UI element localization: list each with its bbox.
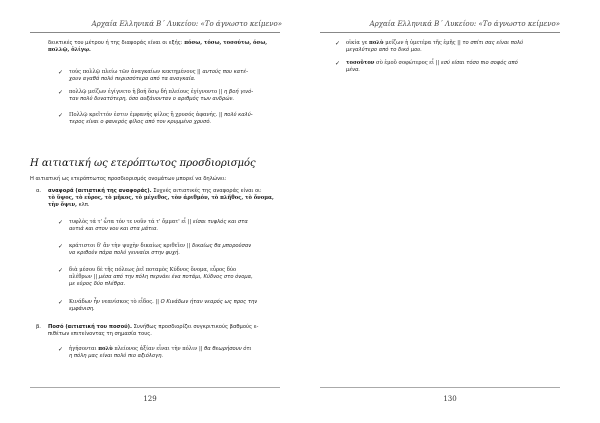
checkmark-icon: ✓ xyxy=(335,60,341,67)
header-rule xyxy=(30,32,280,33)
item-term: αναφορά (αιτιατική της αναφοράς). xyxy=(48,188,152,194)
example-3: Πολλῷ κρεῖττόν ἐστιν ἐμφανής φίλος ἤ χρυσός ἀφανής. || πολύ καλύ- τερος είναι ο φανερός φίλος από τον κρυμμένο χρυσό. xyxy=(69,112,253,126)
example-greek-bold: τοσοῦτον xyxy=(346,60,375,66)
section-heading: Η αιτιατική ως ετερόπτωτος προσδιορισμός xyxy=(30,158,256,169)
example-greek: διὰ μέσου δὲ τῆς πόλεως ῥεῖ ποταμὸς Κύδνος ὄνομα, εὖρος δύο xyxy=(69,267,237,273)
footer-rule xyxy=(30,387,280,388)
example-a3: διὰ μέσου δὲ τῆς πόλεως ῥεῖ ποταμὸς Κύδνος ὄνομα, εὖρος δύο πλέθρων || μέσα από την πόλη περνάει ένα ποτάμι, Κύδνος στο όνομα, με εύρος δύο πλέθρα. xyxy=(69,267,253,288)
intro-words: πόσω, τόσω, τοσούτω, όσω, xyxy=(184,40,268,46)
example-translation: αυτούς που κατέ- xyxy=(202,69,248,75)
item-a xyxy=(48,188,293,210)
separator: || xyxy=(197,69,201,75)
item-etc: κλπ. xyxy=(78,202,90,209)
example-greek: τούς πολλῷ πλείω τῶν ἀναγκαίων κεκτημένους xyxy=(69,69,196,75)
intro-paragraph xyxy=(48,40,288,54)
example-greek: πολλῷ μείζων ἐγίγνετο ἡ βοή ὅσῳ δή πλείους ἐγίγνοντο xyxy=(69,89,218,95)
example-1 xyxy=(69,69,294,83)
example-b1: ἡγήσονται πολὺ πλείονος ἀξίαν εἶναι τὴν πόλιν || θα θεωρήσουν ότι η πόλη μας είναι πολύ πιο αξιόλογη. xyxy=(69,346,252,360)
example-greek-post: σὺ ἐμοῦ σοφώτερος εἶ xyxy=(376,60,435,66)
example-translation-cont: με εύρος δύο πλέθρα. xyxy=(69,281,126,288)
example-a2: κράτιστοι δ' ἄν τὴν ψυχὴν δικαίως κριθεῖεν || δικαίως θα μπορούσαν να κριθούν πάρα πολύ γενναίοι στην ψυχή. xyxy=(69,243,252,257)
example-translation: είσαι τυφλός και στα xyxy=(192,219,248,225)
example-greek-cont: πλέθρων xyxy=(69,274,92,281)
example-greek-bold: πολὺ xyxy=(98,346,113,352)
item-text: Συχνές αιτιατικές της αναφοράς είναι οι: xyxy=(153,188,262,194)
example-2: πολλῷ μείζων ἐγίγνετο ἡ βοή ὅσῳ δή πλείους ἐγίγνοντο || η βοή γινό- ταν πολύ δυνατότερη, όσο αυξάνονταν ο αριθμός των ανδρών. xyxy=(69,89,254,103)
example-greek: τυφλὸς τά τ' ὦτα τόν τε νοῦν τά τ' ὄμματ' εἶ xyxy=(69,219,187,225)
example-greek: Κινάδων ἦν νεανίσκος τὸ εἶδος. xyxy=(69,299,154,305)
example-translation: πολύ καλύ- xyxy=(224,112,253,118)
checkmark-icon: ✓ xyxy=(335,40,341,47)
example-translation-cont: να κριθούν πάρα πολύ γενναίοι στην ψυχή. xyxy=(69,250,180,257)
section-intro: Η αιτιατική ως ετερόπτωτος προσδιορισμός ονομάτων μπορεί να δηλώνει: xyxy=(30,176,227,182)
header-rule xyxy=(320,32,560,33)
example-translation: δικαίως θα μπορούσαν xyxy=(192,243,252,249)
checkmark-icon: ✓ xyxy=(58,89,64,96)
right-page xyxy=(300,0,600,423)
page-number: 130 xyxy=(443,395,457,403)
item-text-cont: πιθέτων επιτείνοντας τη σημασία τους. xyxy=(48,331,152,338)
checkmark-icon: ✓ xyxy=(58,346,64,353)
example-translation: η βοή γινό- xyxy=(224,89,254,95)
example-greek-bold: πολὺ xyxy=(369,40,384,46)
example-r2: τοσοῦτον σὺ ἐμοῦ σοφώτερος εἶ || εσύ είσαι τόσο πιο σοφός από μένα. xyxy=(346,60,518,74)
example-translation-cont: χουν αγαθά πολύ περισσότερα από τα αναγκαία. xyxy=(69,76,196,83)
item-term: Ποσό (αιτιατική του ποσού). xyxy=(48,324,132,330)
example-translation-cont: μεγαλύτερο από το δικό μου. xyxy=(346,47,422,54)
example-translation: εσύ είσαι τόσο πιο σοφός από xyxy=(440,60,518,66)
item-marker: β. xyxy=(36,324,41,330)
intro-words-2: πολλῷ, ὀλίγῳ. xyxy=(48,47,91,54)
item-words-2: τὴν ὄψιν, xyxy=(48,202,77,209)
checkmark-icon: ✓ xyxy=(58,69,64,76)
checkmark-icon: ✓ xyxy=(58,112,64,119)
example-translation-cont: εμφάνιση. xyxy=(69,306,95,313)
example-translation-cont: αυτιά και στον νου και στα μάτια. xyxy=(69,226,159,233)
example-translation: θα θεωρήσουν ότι xyxy=(204,346,252,352)
example-a4: Κινάδων ἦν νεανίσκος τὸ εἶδος. || Ο Κινάδων ήταν νεαρός ως προς την εμφάνιση. xyxy=(69,299,258,313)
example-a1: τυφλὸς τά τ' ὦτα τόν τε νοῦν τά τ' ὄμματ' εἶ || είσαι τυφλός και στα αυτιά και στον νου και στα μάτια. xyxy=(69,219,248,233)
example-r1: οἰκία γε πολὺ μείζων ἡ ὑμετέρα τῆς ἐμῆς || το σπίτι σας είναι πολύ μεγαλύτερο από το δικό μου. xyxy=(346,40,524,54)
example-greek: ἡγήσονται xyxy=(69,346,97,352)
running-header: Αρχαία Ελληνικά Β΄ Λυκείου: «Το άγνωστο κείμενο» xyxy=(91,20,282,28)
item-marker: α. xyxy=(36,188,42,194)
page-number: 129 xyxy=(143,395,157,403)
example-translation: Ο Κινάδων ήταν νεαρός ως προς την xyxy=(160,299,258,305)
item-b xyxy=(48,324,293,338)
example-translation-cont: τερος είναι ο φανερός φίλος από τον κρυμμένο χρυσό. xyxy=(69,119,212,126)
example-translation-cont: η πόλη μας είναι πολύ πιο αξιόλογη. xyxy=(69,353,164,360)
example-greek: Πολλῷ κρεῖττόν ἐστιν ἐμφανής φίλος ἤ χρυσός ἀφανής. xyxy=(69,112,218,118)
item-text: Συνήθως προσδιορίζει συγκριτικούς βαθμούς ε- xyxy=(133,324,259,330)
example-translation-cont: μένα. xyxy=(346,67,361,74)
checkmark-icon: ✓ xyxy=(58,267,64,274)
item-words: τὸ ὕψος, τὸ εὖρος, τὸ μῆκος, τὸ μέγεθος, τὸν ἀριθμόν, τὸ πλῆθος, τὸ ὄνομα, xyxy=(48,195,274,202)
checkmark-icon: ✓ xyxy=(58,299,64,306)
example-greek-post: μείζων ἡ ὑμετέρα τῆς ἐμῆς xyxy=(385,40,456,46)
example-translation: το σπίτι σας είναι πολύ xyxy=(462,40,524,46)
checkmark-icon: ✓ xyxy=(58,243,64,250)
example-translation-cont: ταν πολύ δυνατότερη, όσο αυξάνονταν ο αριθμός των ανδρών. xyxy=(69,96,235,103)
example-greek-post: πλείονος ἀξίαν εἶναι τὴν πόλιν xyxy=(114,346,198,352)
footer-rule xyxy=(320,387,560,388)
example-translation: μέσα από την πόλη περνάει ένα ποτάμι, Κύδνος στο όνομα, xyxy=(98,274,253,281)
example-greek: κράτιστοι δ' ἄν τὴν ψυχὴν δικαίως κριθεῖεν xyxy=(69,243,186,249)
example-greek: οἰκία γε xyxy=(346,40,368,46)
checkmark-icon: ✓ xyxy=(58,219,64,226)
intro-line: δεικτικές του μέτρου ή της διαφοράς είναι οι εξής: xyxy=(48,40,183,46)
running-header: Αρχαία Ελληνικά Β΄ Λυκείου: «Το άγνωστο κείμενο» xyxy=(369,20,560,28)
